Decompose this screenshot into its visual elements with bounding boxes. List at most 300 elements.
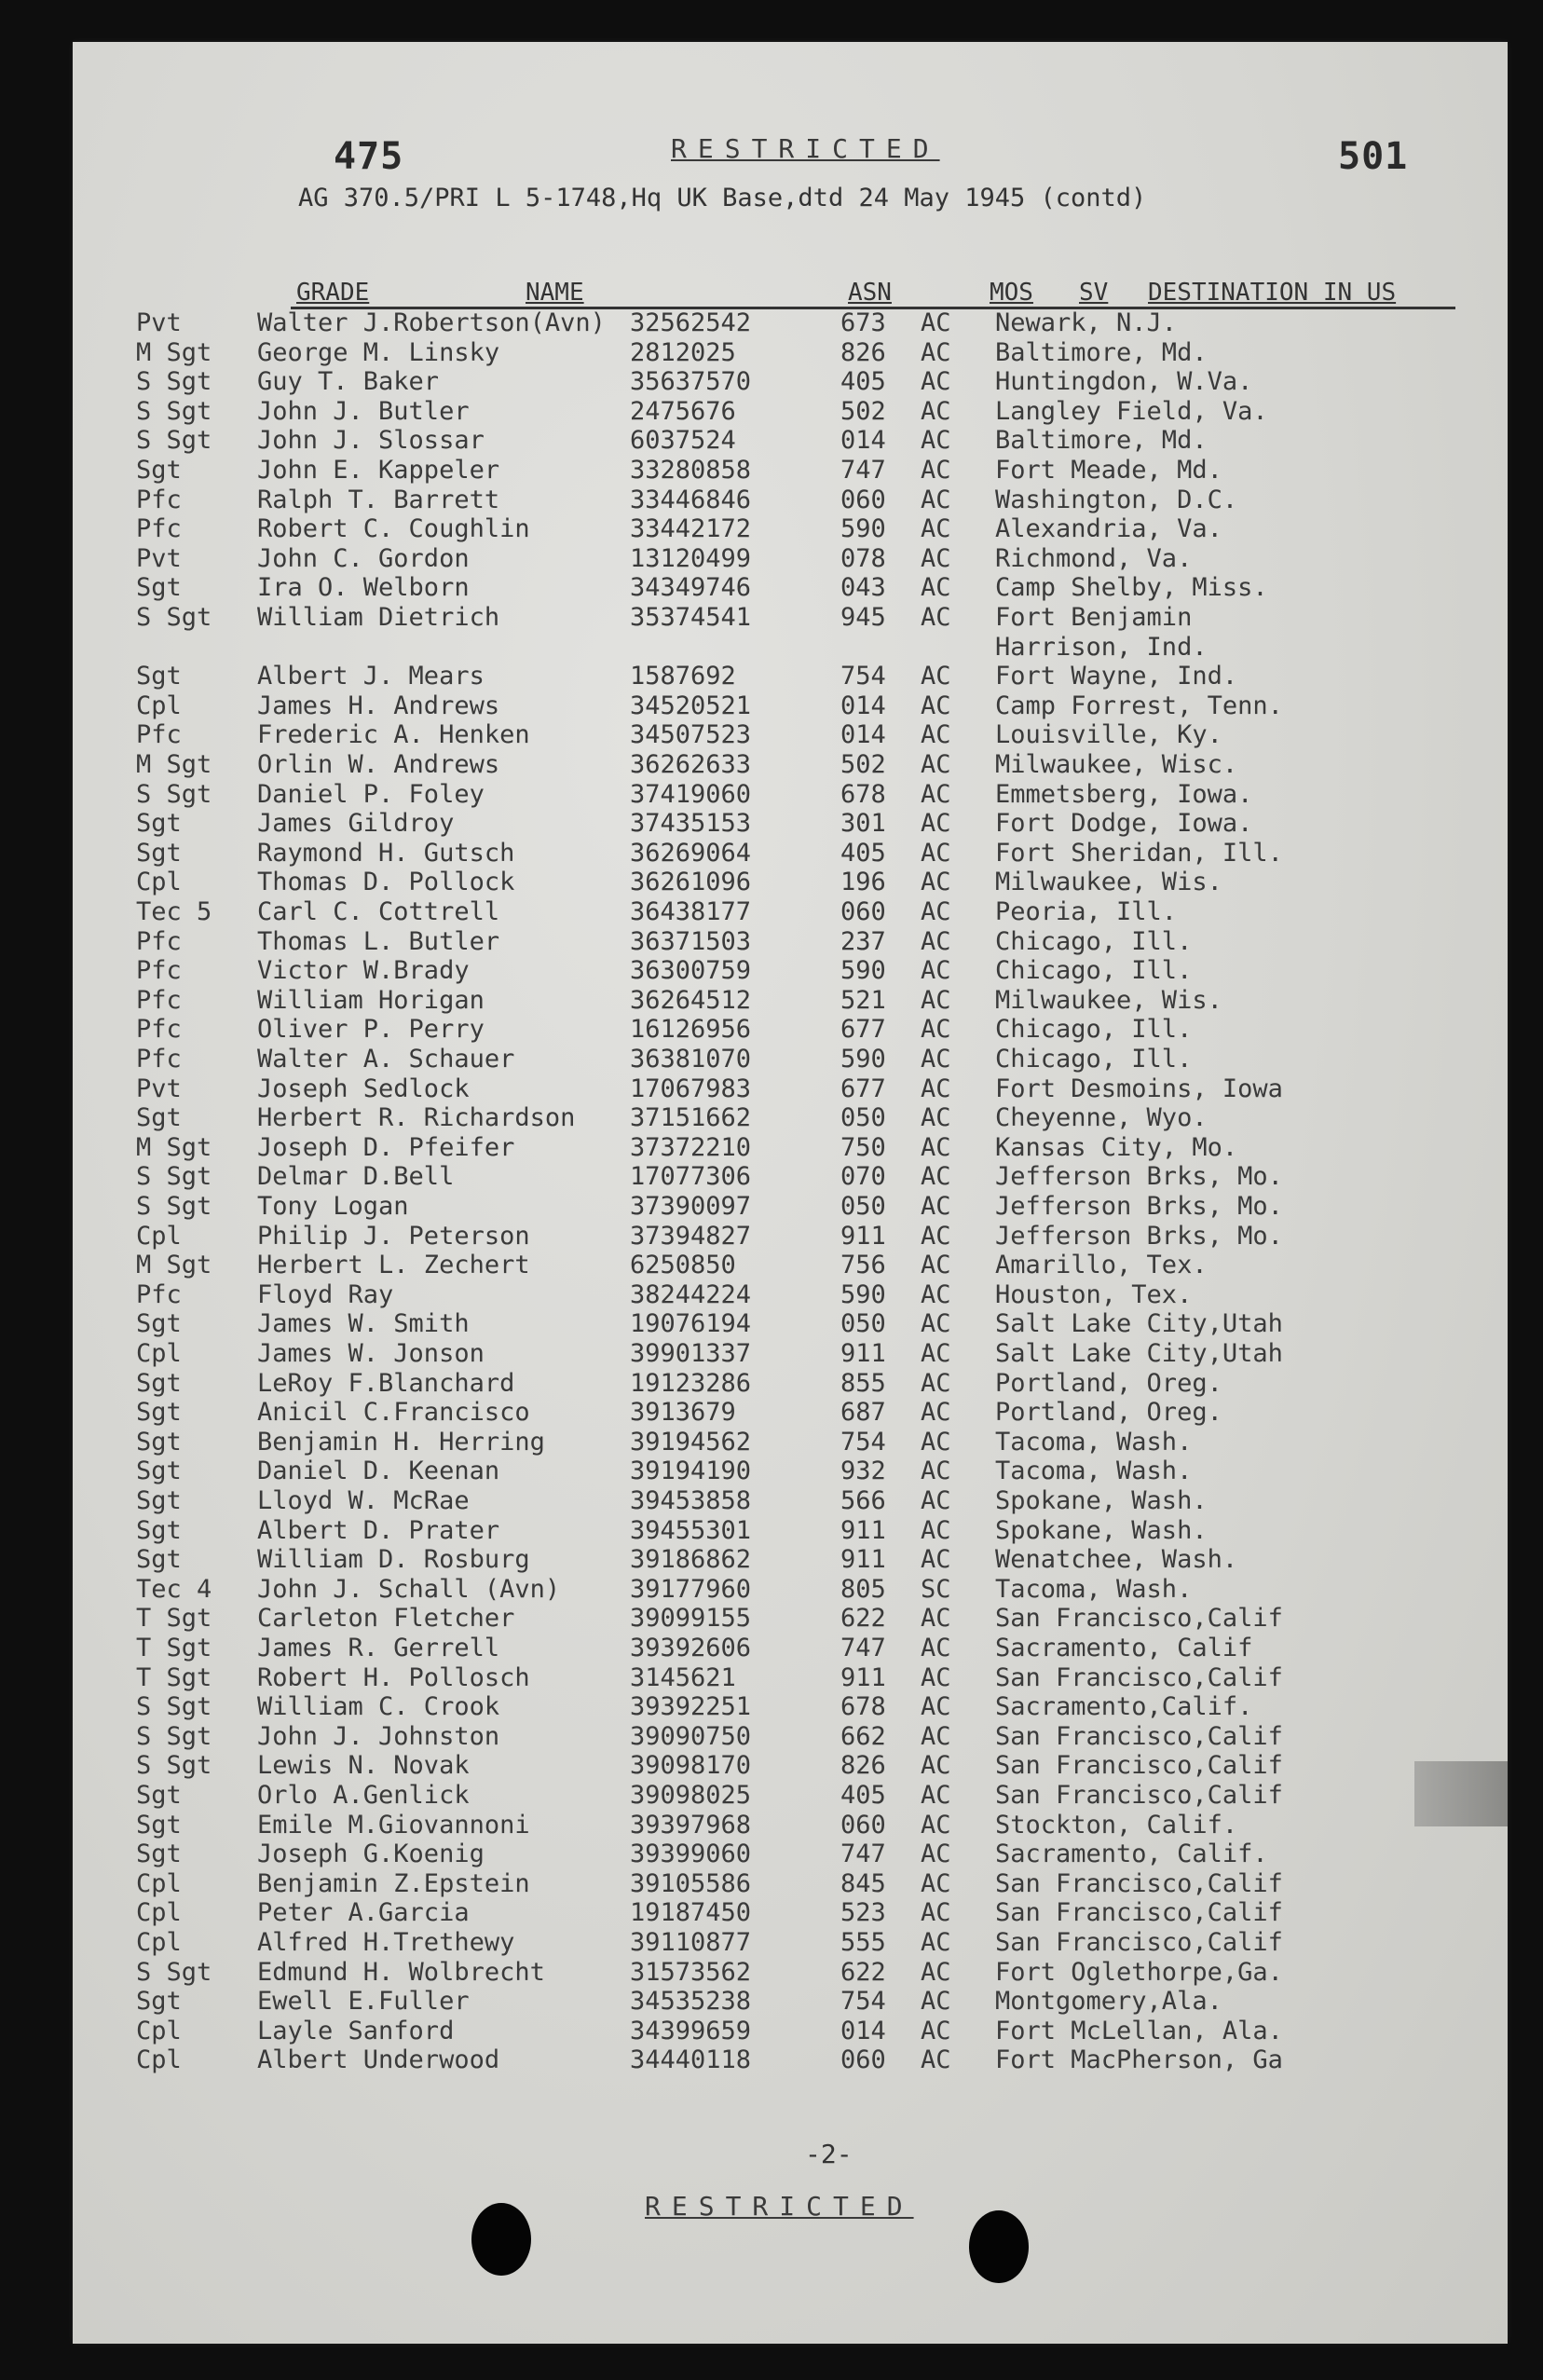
cell-destination: Milwaukee, Wis. (995, 868, 1222, 897)
cell-name: Peter A.Garcia (257, 1898, 470, 1928)
cell-grade: Cpl (136, 868, 182, 897)
cell-sv: AC (921, 1162, 951, 1192)
cell-sv: AC (921, 1987, 951, 2017)
cell-grade: Pvt (136, 308, 182, 337)
reference-line: AG 370.5/PRI L 5-1748,Hq UK Base,dtd 24 May 1945 (contd) (298, 184, 1147, 212)
cell-asn: 37435153 (630, 809, 752, 839)
cell-grade: Sgt (136, 1103, 182, 1133)
cell-name: Victor W.Brady (257, 956, 470, 986)
cell-name: Alfred H.Trethewy (257, 1928, 515, 1957)
cell-grade: Sgt (136, 662, 182, 691)
cell-mos: 911 (840, 1221, 886, 1251)
cell-mos: 301 (840, 809, 886, 839)
cell-destination: San Francisco,Calif (995, 1662, 1283, 1692)
cell-asn: 35374541 (630, 603, 752, 632)
cell-mos: 754 (840, 662, 886, 691)
cell-sv: AC (921, 838, 951, 868)
cell-grade: Sgt (136, 1810, 182, 1840)
cell-name: Emile M.Giovannoni (257, 1810, 530, 1840)
cell-grade: M Sgt (136, 1132, 212, 1162)
cell-mos: 050 (840, 1192, 886, 1221)
cell-mos: 590 (840, 1279, 886, 1309)
cell-sv: AC (921, 1045, 951, 1074)
cell-grade: Pfc (136, 485, 182, 514)
cell-asn: 1587692 (630, 662, 736, 691)
cell-destination: Baltimore, Md. (995, 426, 1208, 456)
cell-destination-continued: Harrison, Ind. (995, 632, 1208, 662)
cell-sv: AC (921, 573, 951, 603)
cell-destination: San Francisco,Calif (995, 1751, 1283, 1781)
cell-mos: 826 (840, 337, 886, 367)
cell-grade: S Sgt (136, 779, 212, 809)
cell-destination: Wenatchee, Wash. (995, 1545, 1238, 1575)
cell-sv: AC (921, 1781, 951, 1810)
cell-name: Raymond H. Gutsch (257, 838, 515, 868)
cell-sv: AC (921, 1604, 951, 1634)
cell-destination: San Francisco,Calif (995, 1868, 1283, 1898)
cell-mos: 590 (840, 956, 886, 986)
cell-name: George M. Linsky (257, 337, 500, 367)
cell-sv: AC (921, 1545, 951, 1575)
cell-name: James R. Gerrell (257, 1634, 500, 1662)
cell-mos: 196 (840, 868, 886, 897)
cell-asn: 34507523 (630, 720, 752, 750)
cell-grade: Sgt (136, 1427, 182, 1457)
cell-name: Orlo A.Genlick (257, 1781, 470, 1810)
cell-grade: Tec 4 (136, 1574, 212, 1604)
cell-asn: 19187450 (630, 1898, 752, 1928)
cell-destination: Sacramento,Calif. (995, 1692, 1253, 1722)
cell-destination: Fort Sheridan, Ill. (995, 838, 1283, 868)
cell-name: Layle Sanford (257, 2016, 455, 2045)
cell-name: William C. Crook (257, 1692, 500, 1722)
cell-mos: 932 (840, 1457, 886, 1486)
cell-destination: Sacramento, Calif. (995, 1840, 1268, 1869)
cell-asn: 39090750 (630, 1721, 752, 1751)
cell-asn: 33442172 (630, 514, 752, 544)
cell-asn: 35637570 (630, 367, 752, 397)
cell-name: Thomas D. Pollock (257, 868, 515, 897)
cell-grade: S Sgt (136, 396, 212, 426)
header-name: NAME (526, 279, 584, 307)
cell-mos: 678 (840, 1692, 886, 1722)
cell-grade: S Sgt (136, 1721, 212, 1751)
cell-asn: 33280858 (630, 456, 752, 485)
cell-mos: 911 (840, 1339, 886, 1368)
cell-asn: 39392251 (630, 1692, 752, 1722)
cell-mos: 750 (840, 1132, 886, 1162)
cell-destination: Milwaukee, Wisc. (995, 750, 1238, 779)
cell-asn: 38244224 (630, 1279, 752, 1309)
cell-sv: AC (921, 1810, 951, 1840)
cell-destination: Montgomery,Ala. (995, 1987, 1222, 2017)
cell-asn: 39194190 (630, 1457, 752, 1486)
cell-grade: Pfc (136, 720, 182, 750)
cell-grade: Sgt (136, 456, 182, 485)
document-number-left: 475 (334, 135, 404, 178)
cell-destination: San Francisco,Calif (995, 1781, 1283, 1810)
cell-sv: AC (921, 1457, 951, 1486)
cell-name: James W. Smith (257, 1309, 470, 1339)
cell-mos: 855 (840, 1368, 886, 1398)
cell-grade: S Sgt (136, 426, 212, 456)
cell-mos: 043 (840, 573, 886, 603)
cell-name: Philip J. Peterson (257, 1221, 530, 1251)
cell-mos: 911 (840, 1545, 886, 1575)
cell-name: Delmar D.Bell (257, 1162, 455, 1192)
cell-name: John E. Kappeler (257, 456, 500, 485)
cell-destination: Sacramento, Calif (995, 1634, 1253, 1662)
cell-destination: Alexandria, Va. (995, 514, 1222, 544)
cell-destination: Fort Benjamin (995, 603, 1193, 632)
cell-grade: Sgt (136, 1987, 182, 2017)
cell-destination: Salt Lake City,Utah (995, 1309, 1283, 1339)
cell-mos: 945 (840, 603, 886, 632)
cell-mos: 805 (840, 1574, 886, 1604)
cell-mos: 622 (840, 1604, 886, 1634)
cell-sv: AC (921, 1309, 951, 1339)
cell-sv: AC (921, 308, 951, 337)
cell-name: Albert Underwood (257, 2045, 500, 2075)
cell-sv: AC (921, 1368, 951, 1398)
cell-destination: Chicago, Ill. (995, 926, 1193, 956)
cell-destination: Spokane, Wash. (995, 1486, 1208, 1515)
cell-asn: 6250850 (630, 1251, 736, 1280)
cell-name: Benjamin Z.Epstein (257, 1868, 530, 1898)
cell-sv: AC (921, 1957, 951, 1987)
cell-mos: 405 (840, 1781, 886, 1810)
cell-destination: Houston, Tex. (995, 1279, 1193, 1309)
cell-name: John C. Gordon (257, 543, 470, 573)
cell-destination: Salt Lake City,Utah (995, 1339, 1283, 1368)
cell-destination: Tacoma, Wash. (995, 1574, 1193, 1604)
cell-mos: 523 (840, 1898, 886, 1928)
cell-mos: 747 (840, 1634, 886, 1662)
cell-sv: AC (921, 1692, 951, 1722)
cell-name: Carl C. Cottrell (257, 897, 500, 926)
cell-sv: AC (921, 1868, 951, 1898)
cell-name: Robert C. Coughlin (257, 514, 530, 544)
cell-destination: Portland, Oreg. (995, 1368, 1222, 1398)
cell-sv: AC (921, 514, 951, 544)
cell-grade: S Sgt (136, 1162, 212, 1192)
cell-mos: 756 (840, 1251, 886, 1280)
header-asn: ASN (848, 279, 892, 307)
cell-asn: 36261096 (630, 868, 752, 897)
cell-name: Orlin W. Andrews (257, 750, 500, 779)
cell-grade: Sgt (136, 838, 182, 868)
cell-mos: 911 (840, 1662, 886, 1692)
cell-sv: AC (921, 1221, 951, 1251)
cell-destination: Camp Shelby, Miss. (995, 573, 1268, 603)
cell-asn: 34399659 (630, 2016, 752, 2045)
cell-grade: Sgt (136, 573, 182, 603)
cell-name: Herbert L. Zechert (257, 1251, 530, 1280)
cell-name: Daniel D. Keenan (257, 1457, 500, 1486)
cell-asn: 2475676 (630, 396, 736, 426)
cell-sv: AC (921, 1251, 951, 1280)
cell-name: Oliver P. Perry (257, 1015, 485, 1045)
cell-sv: AC (921, 2016, 951, 2045)
cell-destination: Fort McLellan, Ala. (995, 2016, 1283, 2045)
cell-asn: 13120499 (630, 543, 752, 573)
cell-asn: 39099155 (630, 1604, 752, 1634)
cell-destination: Louisville, Ky. (995, 720, 1222, 750)
cell-sv: AC (921, 985, 951, 1015)
cell-destination: Chicago, Ill. (995, 1045, 1193, 1074)
cell-name: Walter J.Robertson(Avn) (257, 308, 606, 337)
punch-hole-right (969, 2210, 1029, 2283)
cell-destination: Fort Dodge, Iowa. (995, 809, 1253, 839)
cell-sv: AC (921, 1721, 951, 1751)
cell-grade: Sgt (136, 1781, 182, 1810)
cell-sv: AC (921, 779, 951, 809)
cell-destination: Chicago, Ill. (995, 1015, 1193, 1045)
cell-grade: S Sgt (136, 1751, 212, 1781)
cell-name: Carleton Fletcher (257, 1604, 515, 1634)
cell-grade: Cpl (136, 1339, 182, 1368)
classification-header: RESTRICTED (671, 133, 940, 164)
cell-mos: 826 (840, 1751, 886, 1781)
cell-name: William D. Rosburg (257, 1545, 530, 1575)
cell-name: Joseph G.Koenig (257, 1840, 485, 1869)
cell-mos: 060 (840, 897, 886, 926)
cell-destination: San Francisco,Calif (995, 1604, 1283, 1634)
cell-name: Edmund H. Wolbrecht (257, 1957, 545, 1987)
cell-grade: Pfc (136, 956, 182, 986)
cell-name: Thomas L. Butler (257, 926, 500, 956)
cell-mos: 747 (840, 1840, 886, 1869)
cell-asn: 36300759 (630, 956, 752, 986)
paper-tab (1414, 1761, 1508, 1826)
cell-mos: 521 (840, 985, 886, 1015)
cell-grade: S Sgt (136, 603, 212, 632)
cell-name: Ira O. Welborn (257, 573, 470, 603)
cell-destination: San Francisco,Calif (995, 1928, 1283, 1957)
cell-asn: 34349746 (630, 573, 752, 603)
cell-mos: 747 (840, 456, 886, 485)
cell-name: James Gildroy (257, 809, 455, 839)
cell-grade: Sgt (136, 1840, 182, 1869)
cell-sv: AC (921, 1132, 951, 1162)
cell-sv: AC (921, 426, 951, 456)
cell-grade: Sgt (136, 1545, 182, 1575)
cell-asn: 16126956 (630, 1015, 752, 1045)
document-page (73, 42, 1508, 2344)
cell-name: John J. Johnston (257, 1721, 500, 1751)
cell-grade: T Sgt (136, 1604, 212, 1634)
cell-name: Ralph T. Barrett (257, 485, 500, 514)
cell-name: Anicil C.Francisco (257, 1398, 530, 1428)
cell-mos: 754 (840, 1987, 886, 2017)
cell-sv: AC (921, 367, 951, 397)
cell-sv: AC (921, 1662, 951, 1692)
cell-mos: 678 (840, 779, 886, 809)
cell-grade: T Sgt (136, 1662, 212, 1692)
cell-destination: Tacoma, Wash. (995, 1457, 1193, 1486)
cell-destination: Fort MacPherson, Ga (995, 2045, 1283, 2075)
cell-mos: 237 (840, 926, 886, 956)
cell-sv: AC (921, 1634, 951, 1662)
cell-mos: 662 (840, 1721, 886, 1751)
cell-destination: Camp Forrest, Tenn. (995, 691, 1283, 720)
cell-mos: 050 (840, 1103, 886, 1133)
cell-grade: Tec 5 (136, 897, 212, 926)
cell-asn: 3913679 (630, 1398, 736, 1428)
cell-asn: 32562542 (630, 308, 752, 337)
cell-name: Tony Logan (257, 1192, 409, 1221)
cell-sv: AC (921, 1398, 951, 1428)
cell-asn: 33446846 (630, 485, 752, 514)
cell-sv: AC (921, 1840, 951, 1869)
cell-mos: 677 (840, 1074, 886, 1103)
cell-asn: 36438177 (630, 897, 752, 926)
cell-grade: Sgt (136, 1368, 182, 1398)
cell-destination: Spokane, Wash. (995, 1515, 1208, 1545)
cell-grade: S Sgt (136, 1192, 212, 1221)
cell-mos: 566 (840, 1486, 886, 1515)
cell-destination: San Francisco,Calif (995, 1721, 1283, 1751)
cell-asn: 39901337 (630, 1339, 752, 1368)
cell-sv: AC (921, 603, 951, 632)
cell-sv: AC (921, 1515, 951, 1545)
cell-mos: 060 (840, 2045, 886, 2075)
cell-destination: Jefferson Brks, Mo. (995, 1162, 1283, 1192)
cell-grade: Cpl (136, 2016, 182, 2045)
cell-mos: 502 (840, 396, 886, 426)
punch-hole-left (471, 2203, 531, 2276)
cell-destination: Fort Desmoins, Iowa (995, 1074, 1283, 1103)
cell-asn: 31573562 (630, 1957, 752, 1987)
cell-destination: Fort Wayne, Ind. (995, 662, 1238, 691)
cell-sv: AC (921, 662, 951, 691)
cell-name: John J. Slossar (257, 426, 485, 456)
cell-sv: AC (921, 868, 951, 897)
cell-grade: Cpl (136, 691, 182, 720)
cell-grade: Pfc (136, 985, 182, 1015)
cell-sv: AC (921, 720, 951, 750)
cell-destination: Fort Oglethorpe,Ga. (995, 1957, 1283, 1987)
cell-destination: Portland, Oreg. (995, 1398, 1222, 1428)
cell-destination: Langley Field, Va. (995, 396, 1268, 426)
cell-asn: 37419060 (630, 779, 752, 809)
cell-asn: 39399060 (630, 1840, 752, 1869)
cell-name: Albert D. Prater (257, 1515, 500, 1545)
cell-asn: 36371503 (630, 926, 752, 956)
cell-asn: 39177960 (630, 1574, 752, 1604)
cell-mos: 687 (840, 1398, 886, 1428)
cell-name: John J. Schall (Avn) (257, 1574, 561, 1604)
cell-mos: 911 (840, 1515, 886, 1545)
cell-sv: AC (921, 691, 951, 720)
cell-grade: Cpl (136, 2045, 182, 2075)
cell-name: Joseph D. Pfeifer (257, 1132, 515, 1162)
cell-sv: AC (921, 1898, 951, 1928)
cell-asn: 39453858 (630, 1486, 752, 1515)
cell-mos: 014 (840, 691, 886, 720)
cell-asn: 39110877 (630, 1928, 752, 1957)
cell-destination: Baltimore, Md. (995, 337, 1208, 367)
cell-asn: 39397968 (630, 1810, 752, 1840)
cell-asn: 37394827 (630, 1221, 752, 1251)
cell-sv: AC (921, 1427, 951, 1457)
cell-name: Guy T. Baker (257, 367, 440, 397)
cell-grade: Pvt (136, 1074, 182, 1103)
cell-asn: 39098170 (630, 1751, 752, 1781)
cell-destination: San Francisco,Calif (995, 1898, 1283, 1928)
cell-destination: Peoria, Ill. (995, 897, 1178, 926)
cell-asn: 39186862 (630, 1545, 752, 1575)
cell-mos: 590 (840, 1045, 886, 1074)
cell-grade: Pfc (136, 1015, 182, 1045)
cell-grade: Cpl (136, 1868, 182, 1898)
table-header (291, 277, 1455, 309)
cell-destination: Washington, D.C. (995, 485, 1238, 514)
cell-mos: 555 (840, 1928, 886, 1957)
cell-asn: 6037524 (630, 426, 736, 456)
cell-sv: AC (921, 1339, 951, 1368)
cell-destination: Milwaukee, Wis. (995, 985, 1222, 1015)
cell-asn: 37372210 (630, 1132, 752, 1162)
page-number: -2- (805, 2139, 853, 2169)
cell-name: LeRoy F.Blanchard (257, 1368, 515, 1398)
cell-mos: 050 (840, 1309, 886, 1339)
cell-sv: AC (921, 543, 951, 573)
cell-mos: 677 (840, 1015, 886, 1045)
cell-sv: AC (921, 1279, 951, 1309)
cell-asn: 37151662 (630, 1103, 752, 1133)
cell-grade: Pvt (136, 543, 182, 573)
cell-asn: 34440118 (630, 2045, 752, 2075)
document-number-right: 501 (1338, 135, 1409, 178)
cell-sv: AC (921, 1928, 951, 1957)
cell-destination: Kansas City, Mo. (995, 1132, 1238, 1162)
cell-sv: AC (921, 750, 951, 779)
cell-name: Lloyd W. McRae (257, 1486, 470, 1515)
cell-mos: 014 (840, 2016, 886, 2045)
header-destination: DESTINATION IN US (1148, 279, 1397, 307)
cell-sv: AC (921, 956, 951, 986)
cell-grade: Sgt (136, 1515, 182, 1545)
cell-grade: M Sgt (136, 750, 212, 779)
cell-mos: 502 (840, 750, 886, 779)
cell-grade: Sgt (136, 1398, 182, 1428)
header-grade: GRADE (296, 279, 370, 307)
cell-mos: 754 (840, 1427, 886, 1457)
cell-destination: Stockton, Calif. (995, 1810, 1238, 1840)
cell-mos: 590 (840, 514, 886, 544)
cell-mos: 078 (840, 543, 886, 573)
cell-grade: S Sgt (136, 1957, 212, 1987)
cell-asn: 3145621 (630, 1662, 736, 1692)
cell-asn: 39392606 (630, 1634, 752, 1662)
cell-destination: Amarillo, Tex. (995, 1251, 1208, 1280)
cell-asn: 36262633 (630, 750, 752, 779)
cell-grade: Pfc (136, 1279, 182, 1309)
cell-asn: 34535238 (630, 1987, 752, 2017)
cell-destination: Richmond, Va. (995, 543, 1193, 573)
cell-name: James W. Jonson (257, 1339, 485, 1368)
cell-sv: AC (921, 337, 951, 367)
cell-grade: Cpl (136, 1928, 182, 1957)
cell-grade: Pfc (136, 926, 182, 956)
cell-sv: AC (921, 926, 951, 956)
header-mos: MOS (990, 279, 1033, 307)
cell-asn: 36381070 (630, 1045, 752, 1074)
cell-destination: Emmetsberg, Iowa. (995, 779, 1253, 809)
cell-mos: 014 (840, 426, 886, 456)
cell-sv: AC (921, 1015, 951, 1045)
